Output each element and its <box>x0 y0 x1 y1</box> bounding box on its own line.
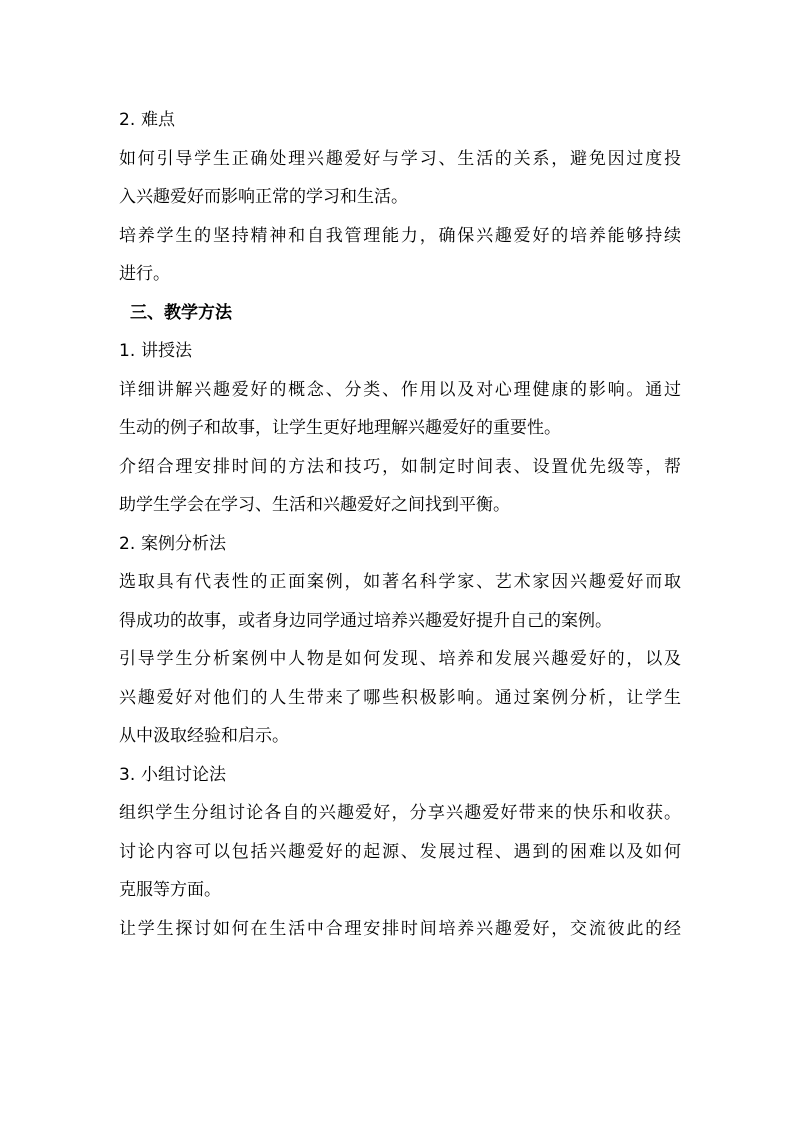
section-heading-methods: 三、教学方法 <box>130 302 232 323</box>
paragraph-line: 生动的例子和故事，让学生更好地理解兴趣爱好的重要性。 <box>119 418 561 438</box>
paragraph-line: 详细讲解兴趣爱好的概念、分类、作用以及对心理健康的影响。通过 <box>119 379 681 400</box>
subheading-number: 1. <box>119 341 136 361</box>
subheading-case-analysis <box>119 525 689 564</box>
paragraph-line: 组织学生分组讨论各自的兴趣爱好，分享兴趣爱好带来的快乐和收获。 <box>119 803 681 823</box>
paragraph-line: 入兴趣爱好而影响正常的学习和生活。 <box>119 187 408 207</box>
paragraph-line: 克服等方面。 <box>119 880 221 900</box>
paragraph-line: 让学生探讨如何在生活中合理安排时间培养兴趣爱好，交流彼此的经 <box>119 918 681 939</box>
paragraph-line: 兴趣爱好对他们的人生带来了哪些积极影响。通过案例分析，让学生 <box>119 687 681 708</box>
paragraph-line: 进行。 <box>119 264 170 284</box>
subheading-number: 3. <box>119 764 136 785</box>
document-body <box>119 101 689 948</box>
subheading-group-discussion <box>119 756 689 795</box>
subheading-text: 难点 <box>141 110 175 130</box>
paragraph-line: 从中汲取经验和启示。 <box>119 726 289 746</box>
subheading-number: 2. <box>119 110 136 130</box>
subheading-difficulty <box>119 101 689 140</box>
paragraph-line: 选取具有代表性的正面案例，如著名科学家、艺术家因兴趣爱好而取 <box>119 572 681 592</box>
paragraph-line: 引导学生分析案例中人物是如何发现、培养和发展兴趣爱好的，以及 <box>119 649 681 669</box>
subheading-lecture <box>119 332 689 371</box>
subheading-text: 案例分析法 <box>141 533 226 554</box>
subheading-number: 2. <box>119 533 136 554</box>
paragraph-line: 得成功的故事，或者身边同学通过培养兴趣爱好提升自己的案例。 <box>119 610 612 631</box>
subheading-text: 讲授法 <box>141 341 192 361</box>
paragraph-line: 助学生学会在学习、生活和兴趣爱好之间找到平衡。 <box>119 495 510 515</box>
subheading-text: 小组讨论法 <box>141 764 226 785</box>
paragraph-line: 介绍合理安排时间的方法和技巧，如制定时间表、设置优先级等，帮 <box>119 456 681 477</box>
paragraph-line: 讨论内容可以包括兴趣爱好的起源、发展过程、遇到的困难以及如何 <box>119 841 681 862</box>
paragraph-line: 培养学生的坚持精神和自我管理能力，确保兴趣爱好的培养能够持续 <box>119 225 681 246</box>
paragraph-line: 如何引导学生正确处理兴趣爱好与学习、生活的关系，避免因过度投 <box>119 148 681 169</box>
